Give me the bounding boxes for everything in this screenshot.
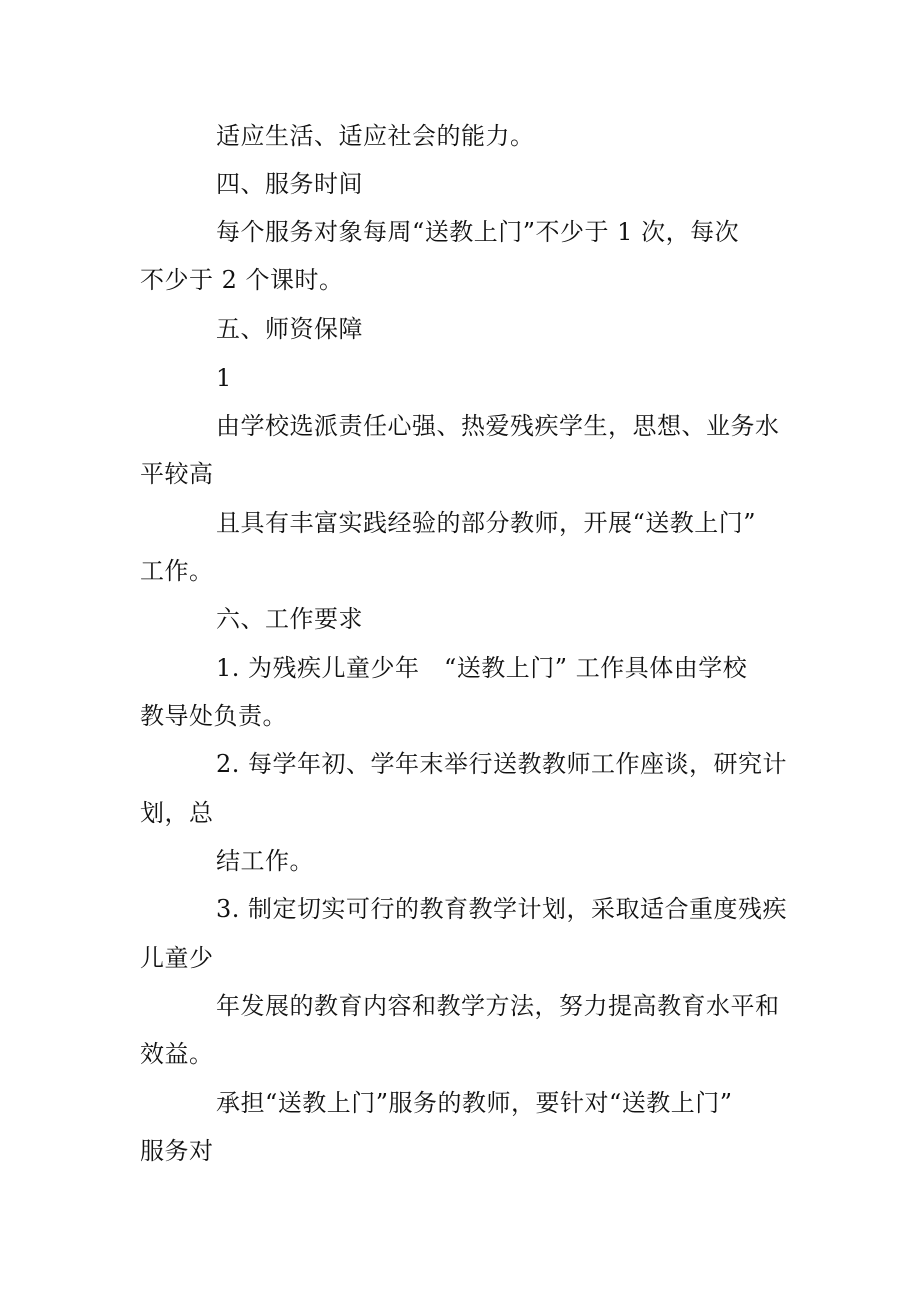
text-line: 儿童少 [140, 944, 214, 972]
text-line: 由学校选派责任心强、热爱残疾学生，思想、业务水 [216, 412, 780, 440]
section-heading: 五、师资保障 [216, 315, 363, 343]
text-line: 工作。 [140, 557, 214, 585]
text-line: 结工作。 [216, 847, 314, 875]
list-item: 1. 为残疾儿童少年 “送教上门” 工作具体由学校 [216, 654, 748, 682]
text-line: 效益。 [140, 1040, 214, 1068]
text-line: 且具有丰富实践经验的部分教师，开展“送教上门” [216, 509, 757, 537]
text-line: 教导处负责。 [140, 702, 287, 730]
text-line: 不少于 2 个课时。 [140, 266, 344, 294]
text-line: 适应生活、适应社会的能力。 [216, 122, 535, 150]
text-line: 年发展的教育内容和教学方法，努力提高教育水平和 [216, 992, 780, 1020]
list-item: 2. 每学年初、学年末举行送教教师工作座谈，研究计 [216, 750, 788, 778]
text-line: 承担“送教上门”服务的教师，要针对“送教上门” [216, 1089, 733, 1117]
text-line: 平较高 [140, 460, 214, 488]
section-heading: 六、工作要求 [216, 605, 363, 633]
text-line: 划，总 [140, 799, 214, 827]
page-number: 1 [216, 364, 232, 392]
list-item: 3. 制定切实可行的教育教学计划，采取适合重度残疾 [216, 895, 788, 923]
section-heading: 四、服务时间 [216, 170, 363, 198]
text-line: 服务对 [140, 1137, 214, 1165]
text-line: 每个服务对象每周“送教上门”不少于 1 次，每次 [216, 218, 740, 246]
